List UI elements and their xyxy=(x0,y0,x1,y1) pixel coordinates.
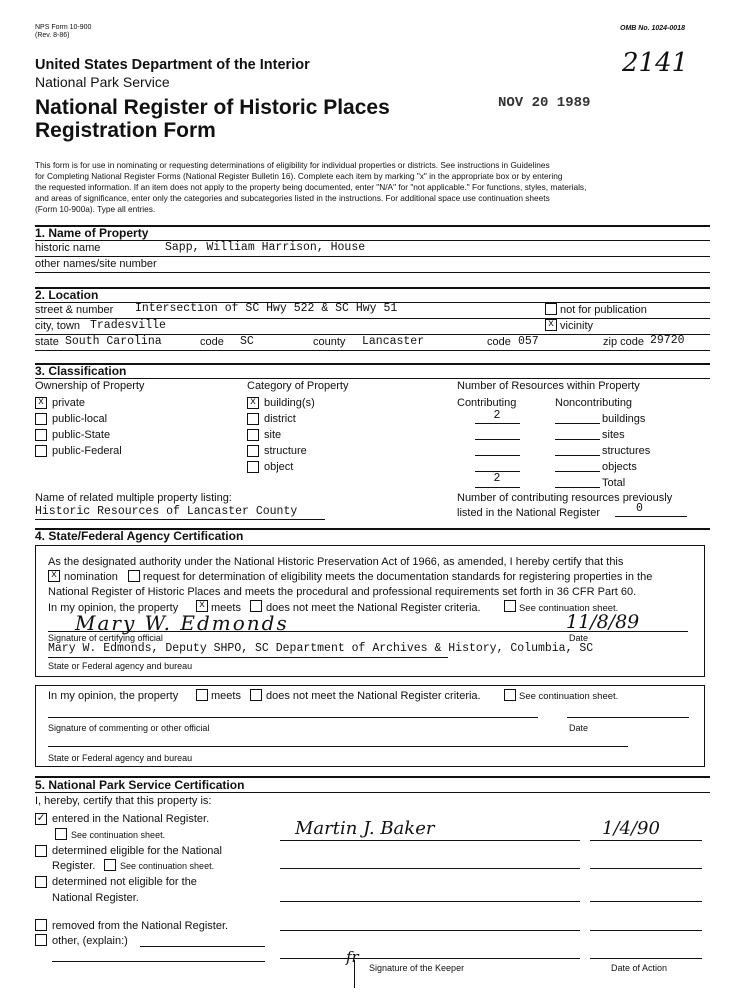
handwritten-number: 2141 xyxy=(622,48,689,78)
rule xyxy=(567,717,689,718)
historic-name-label: historic name xyxy=(35,242,101,254)
meets-label: meets xyxy=(211,602,241,614)
ownership-heading: Ownership of Property xyxy=(35,380,145,392)
rule xyxy=(475,423,520,424)
certifying-official-signature: Mary W. Edmonds xyxy=(75,611,289,635)
resource-total-label: Total xyxy=(602,477,626,489)
rule xyxy=(35,792,710,793)
not-eligible-label-line2: National Register. xyxy=(52,892,139,904)
resource-buildings-label: buildings xyxy=(602,413,646,425)
rule xyxy=(475,439,520,440)
vicinity-checkbox[interactable]: x xyxy=(545,319,557,331)
contributing-buildings[interactable]: 2 xyxy=(493,409,501,422)
rule xyxy=(35,519,325,520)
ownership-private-label: private xyxy=(52,397,86,409)
category-structure-checkbox[interactable] xyxy=(247,445,259,457)
opinion2-not-meets-label: does not meet the National Register criteria. xyxy=(266,690,481,702)
rule xyxy=(35,256,710,257)
not-eligible-label-line1: determined not eligible for the xyxy=(52,876,197,888)
other-names-label: other names/site number xyxy=(35,258,157,270)
instructions-line5: (Form 10-900a). Type all entries. xyxy=(35,204,156,214)
rule xyxy=(35,378,710,379)
not-for-publication-checkbox[interactable] xyxy=(545,303,557,315)
category-structure-label: structure xyxy=(264,445,307,457)
county-code-value[interactable]: 057 xyxy=(518,335,539,348)
rule xyxy=(590,868,702,869)
keeper-signature: Martin J. Baker xyxy=(295,818,435,839)
resource-sites-label: sites xyxy=(602,429,625,441)
rule xyxy=(52,961,265,962)
opinion2-see-continuation-checkbox[interactable] xyxy=(504,689,516,701)
rule xyxy=(280,868,580,869)
agency-name: National Park Service xyxy=(35,74,170,90)
rule xyxy=(590,840,702,841)
category-buildings-checkbox[interactable]: x xyxy=(247,397,259,409)
request-label: request for determination of eligibility meets the documentation standards for registering properties in the xyxy=(143,571,653,583)
instructions-line2: for Completing National Register Forms (National Register Bulletin 16). Complete each item by marking "x" in the appropriate box or by entering xyxy=(35,171,563,181)
state-code-value[interactable]: SC xyxy=(240,335,254,348)
signature-of-keeper-label: Signature of the Keeper xyxy=(369,963,465,973)
received-date-stamp: NOV 20 1989 xyxy=(498,95,591,111)
opinion-lead: In my opinion, the property xyxy=(48,602,179,614)
rule xyxy=(35,240,710,241)
eligible-checkbox[interactable] xyxy=(35,845,47,857)
removed-label: removed from the National Register. xyxy=(52,920,229,932)
previously-listed-label-line1: Number of contributing resources previously xyxy=(457,492,673,504)
rule xyxy=(555,455,600,456)
nomination-label: nomination xyxy=(64,571,118,583)
ownership-private-checkbox[interactable]: x xyxy=(35,397,47,409)
category-heading: Category of Property xyxy=(247,380,349,392)
section5-heading: 5. National Park Service Certification xyxy=(35,778,245,792)
certifying-date-handwritten: 11/8/89 xyxy=(566,611,640,633)
zip-label: zip code xyxy=(603,336,644,348)
rule xyxy=(590,958,702,959)
agency-label: State or Federal agency and bureau xyxy=(48,661,193,671)
ownership-public-local-label: public-local xyxy=(52,413,108,425)
ownership-public-state-label: public-State xyxy=(52,429,111,441)
multiple-listing-label: Name of related multiple property listing: xyxy=(35,492,232,504)
rule xyxy=(475,455,520,456)
eligible-label-line1: determined eligible for the National xyxy=(52,845,222,857)
agency2-label: State or Federal agency and bureau xyxy=(48,753,193,763)
rule xyxy=(280,930,580,931)
state-value[interactable]: South Carolina xyxy=(65,335,162,348)
rule xyxy=(280,901,580,902)
entered-continuation-checkbox[interactable] xyxy=(55,828,67,840)
certify-statement: I, hereby, certify that this property is: xyxy=(35,795,212,807)
keeper-initial: fr xyxy=(346,948,359,966)
eligible-continuation-label: See continuation sheet. xyxy=(120,861,215,871)
rule xyxy=(48,746,628,747)
opinion2-see-continuation-label: See continuation sheet. xyxy=(519,691,619,702)
rule xyxy=(615,516,687,517)
request-checkbox[interactable] xyxy=(128,570,140,582)
section2-heading: 2. Location xyxy=(35,288,99,302)
cert-statement-line3: National Register of Historic Places and meets the procedural and professional requirements set forth in 36 CFR Part 60. xyxy=(48,586,637,598)
rule xyxy=(555,423,600,424)
see-continuation-label: See continuation sheet. xyxy=(519,603,619,614)
form-number: NPS Form 10-900 xyxy=(35,24,92,31)
contributing-heading: Contributing xyxy=(457,397,517,409)
instructions-line1: This form is for use in nominating or requesting determinations of eligibility for individual properties or districts. See instructions in Guidelines xyxy=(35,160,550,170)
omb-number: OMB No. 1024-0018 xyxy=(620,25,685,32)
meets-checkbox[interactable]: x xyxy=(196,600,208,612)
city-value[interactable]: Tradesville xyxy=(90,319,166,332)
entered-continuation-label: See continuation sheet. xyxy=(71,830,166,840)
category-buildings-label: building(s) xyxy=(264,397,315,409)
date2-label: Date xyxy=(569,723,589,733)
rule xyxy=(140,946,265,947)
certifying-official-name[interactable]: Mary W. Edmonds, Deputy SHPO, SC Department of Archives & History, Columbia, SC xyxy=(48,642,594,655)
cert-statement-line1: As the designated authority under the National Historic Preservation Act of 1966, as amended, I hereby certify that this xyxy=(48,556,624,568)
rule xyxy=(555,471,600,472)
resource-objects-label: objects xyxy=(602,461,637,473)
eligible-label-line2: Register. xyxy=(52,860,96,872)
noncontributing-heading: Noncontributing xyxy=(555,397,633,409)
rule xyxy=(280,958,580,959)
rule xyxy=(590,901,702,902)
does-not-meet-label: does not meet the National Register criteria. xyxy=(266,602,481,614)
eligible-continuation-checkbox[interactable] xyxy=(104,859,116,871)
instructions-line3: the requested information. If an item does not apply to the property being documented, enter "N/A" for "not applicable." For functions, styles, materials, xyxy=(35,182,587,192)
form-title-line2: Registration Form xyxy=(35,119,216,142)
vicinity-label: vicinity xyxy=(560,320,594,332)
multiple-listing-value[interactable]: Historic Resources of Lancaster County xyxy=(35,505,298,518)
not-eligible-checkbox[interactable] xyxy=(35,876,47,888)
rule xyxy=(48,657,448,658)
commenting-official-label: Signature of commenting or other official xyxy=(48,723,210,733)
opinion2-not-meets-checkbox[interactable] xyxy=(250,689,262,701)
contributing-total[interactable]: 2 xyxy=(493,472,501,485)
form-title-line1: National Register of Historic Places xyxy=(35,96,390,119)
state-label: state xyxy=(35,336,59,348)
category-site-checkbox[interactable] xyxy=(247,429,259,441)
instructions-line4: and areas of significance, enter only the categories and subcategories listed in the instructions. For additional space use continuation sheets xyxy=(35,193,550,203)
rule xyxy=(48,631,688,632)
nomination-checkbox[interactable]: x xyxy=(48,570,60,582)
rule xyxy=(555,439,600,440)
resources-heading: Number of Resources within Property xyxy=(457,380,640,392)
department-name: United States Department of the Interior xyxy=(35,57,310,73)
ownership-public-state-checkbox[interactable] xyxy=(35,429,47,441)
rule xyxy=(35,350,710,351)
resource-structures-label: structures xyxy=(602,445,651,457)
category-object-checkbox[interactable] xyxy=(247,461,259,473)
rule xyxy=(555,487,600,488)
ownership-public-local-checkbox[interactable] xyxy=(35,413,47,425)
state-code-label: code xyxy=(200,336,224,348)
opinion2-meets-label: meets xyxy=(211,690,241,702)
not-for-publication-label: not for publication xyxy=(560,304,647,316)
section-divider xyxy=(35,363,710,365)
rule xyxy=(35,272,710,273)
initial-stroke xyxy=(354,960,355,988)
other-label: other, (explain:) xyxy=(52,935,128,947)
form-revision: (Rev. 8-86) xyxy=(35,32,70,39)
section4-heading: 4. State/Federal Agency Certification xyxy=(35,529,244,543)
previously-listed-label-line2: listed in the National Register xyxy=(457,507,601,519)
rule xyxy=(475,487,520,488)
category-object-label: object xyxy=(264,461,294,473)
removed-checkbox[interactable] xyxy=(35,919,47,931)
section1-heading: 1. Name of Property xyxy=(35,226,149,240)
county-label: county xyxy=(313,336,346,348)
keeper-date-handwritten: 1/4/90 xyxy=(602,818,660,839)
rule xyxy=(280,840,580,841)
date-label: Date xyxy=(569,633,589,643)
category-district-checkbox[interactable] xyxy=(247,413,259,425)
entered-checkbox[interactable]: ✓ xyxy=(35,813,47,825)
ownership-public-federal-label: public-Federal xyxy=(52,445,122,457)
instructions xyxy=(35,160,586,215)
opinion2-meets-checkbox[interactable] xyxy=(196,689,208,701)
street-label: street & number xyxy=(35,304,114,316)
zip-value[interactable]: 29720 xyxy=(650,334,685,347)
county-value[interactable]: Lancaster xyxy=(362,335,425,348)
rule xyxy=(590,930,702,931)
previously-listed-value[interactable]: 0 xyxy=(636,502,643,515)
see-continuation-checkbox[interactable] xyxy=(504,600,516,612)
category-district-label: district xyxy=(264,413,296,425)
rule xyxy=(48,717,538,718)
section3-heading: 3. Classification xyxy=(35,364,127,378)
city-label: city, town xyxy=(35,320,81,332)
opinion2-lead: In my opinion, the property xyxy=(48,690,179,702)
ownership-public-federal-checkbox[interactable] xyxy=(35,445,47,457)
section-divider xyxy=(35,287,710,289)
other-checkbox[interactable] xyxy=(35,934,47,946)
date-of-action-label: Date of Action xyxy=(611,963,668,973)
signature-label: Signature of certifying official xyxy=(48,633,163,643)
historic-name-value[interactable]: Sapp, William Harrison, House xyxy=(165,241,366,254)
category-site-label: site xyxy=(264,429,282,441)
entered-label: entered in the National Register. xyxy=(52,813,210,825)
county-code-label: code xyxy=(487,336,511,348)
street-value[interactable]: Intersection of SC Hwy 522 & SC Hwy 51 xyxy=(135,302,398,315)
